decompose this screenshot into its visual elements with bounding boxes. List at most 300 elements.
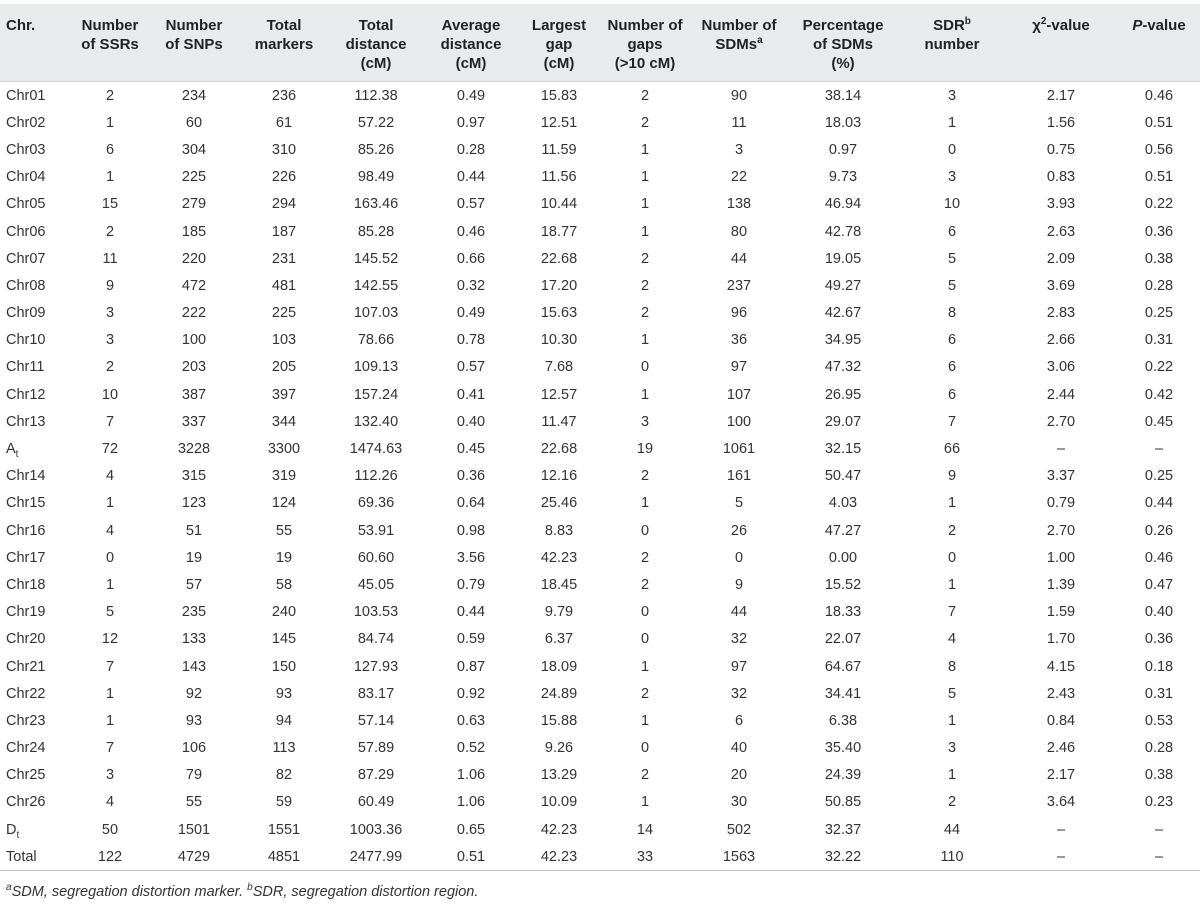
table-cell-pct_sdms: 50.47 <box>824 468 862 485</box>
row-label <box>0 680 70 707</box>
row-label-text: Chr04 <box>6 169 46 186</box>
table-cell-gaps: 0 <box>640 359 650 376</box>
table-cell-total_distance: 109.13 <box>353 359 399 376</box>
table-cell-avg_distance: 0.49 <box>456 87 486 104</box>
table-cell-pct_sdms: 34.95 <box>824 332 862 349</box>
table-cell-chi2: 2.83 <box>1046 305 1076 322</box>
column-header-text: gaps <box>627 36 663 53</box>
table-cell-pct_sdms: 49.27 <box>824 277 862 294</box>
table-cell-pct_sdms: 35.40 <box>824 740 862 757</box>
table-cell-avg_distance: 0.49 <box>456 305 486 322</box>
row-label <box>0 599 70 626</box>
table-row <box>0 762 1200 789</box>
table-cell-avg_distance: 0.59 <box>456 631 486 648</box>
table-cell-total_markers: 294 <box>271 196 297 213</box>
column-header-text: Number <box>81 17 139 34</box>
table-row <box>0 245 1200 272</box>
table-cell-pvalue: 0.22 <box>1144 196 1174 213</box>
table-cell-ssr: 9 <box>105 277 115 294</box>
table-cell-total_markers: 93 <box>275 685 293 702</box>
table-cell-sdms: 90 <box>730 87 748 104</box>
table-cell-total_markers: 240 <box>271 604 297 621</box>
table-cell-chi2: 3.06 <box>1046 359 1076 376</box>
table-cell-gaps: 2 <box>640 549 650 566</box>
row-label-text: Chr15 <box>6 495 46 512</box>
table-cell-snp: 57 <box>185 576 203 593</box>
row-label <box>0 381 70 408</box>
row-label-text: Chr02 <box>6 114 46 131</box>
table-cell-sdms: 44 <box>730 250 748 267</box>
table-cell-total_distance: 103.53 <box>353 604 399 621</box>
column-header-text: Average <box>441 17 501 34</box>
table-cell-pvalue: – <box>1154 441 1164 458</box>
table-cell-sdr: 10 <box>943 196 961 213</box>
table-cell-largest_gap: 15.88 <box>540 712 578 729</box>
table-cell-chi2: 2.43 <box>1046 685 1076 702</box>
row-label <box>0 354 70 381</box>
table-cell-pct_sdms: 19.05 <box>824 250 862 267</box>
table-cell-sdms: 36 <box>730 332 748 349</box>
table-cell-chi2: – <box>1056 441 1066 458</box>
table-cell-snp: 220 <box>181 250 207 267</box>
row-label <box>0 408 70 435</box>
table-cell-ssr: 122 <box>97 848 123 865</box>
table-cell-chi2: 0.79 <box>1046 495 1076 512</box>
table-cell-ssr: 2 <box>105 87 115 104</box>
table-cell-gaps: 3 <box>640 413 650 430</box>
table-cell-total_markers: 59 <box>275 794 293 811</box>
table-cell-pvalue: 0.46 <box>1144 549 1174 566</box>
table-cell-total_markers: 113 <box>272 740 296 757</box>
row-label-text: Chr09 <box>6 305 46 322</box>
table-row <box>0 816 1200 843</box>
table-cell-avg_distance: 1.06 <box>456 767 486 784</box>
table-cell-pct_sdms: 24.39 <box>824 767 862 784</box>
table-cell-pct_sdms: 6.38 <box>828 712 858 729</box>
table-cell-avg_distance: 0.52 <box>456 740 486 757</box>
table-cell-ssr: 2 <box>105 359 115 376</box>
table-cell-largest_gap: 12.51 <box>540 114 578 131</box>
table-cell-pvalue: 0.51 <box>1144 169 1174 186</box>
table-cell-gaps: 2 <box>640 685 650 702</box>
row-label-text: Chr14 <box>6 468 46 485</box>
table-cell-ssr: 7 <box>105 658 115 675</box>
column-header-ssr <box>70 4 150 82</box>
table-row <box>0 82 1200 110</box>
column-header-text: SDMs <box>715 36 758 53</box>
table-cell-largest_gap: 22.68 <box>540 250 578 267</box>
table-cell-snp: 234 <box>181 87 207 104</box>
table-cell-total_markers: 94 <box>275 712 293 729</box>
table-cell-sdms: 237 <box>726 277 752 294</box>
table-cell-avg_distance: 0.78 <box>456 332 486 349</box>
table-cell-total_distance: 53.91 <box>357 522 395 539</box>
table-cell-largest_gap: 22.68 <box>540 441 578 458</box>
footnote-b-text: SDR, segregation distortion region. <box>252 884 479 900</box>
table-cell-ssr: 1 <box>105 576 115 593</box>
row-label <box>0 245 70 272</box>
table-cell-pvalue: 0.56 <box>1144 141 1174 158</box>
table-cell-sdr: 5 <box>947 277 957 294</box>
table-cell-sdms: 26 <box>730 522 748 539</box>
table-cell-avg_distance: 0.44 <box>456 169 486 186</box>
table-cell-gaps: 1 <box>640 658 650 675</box>
table-cell-total_markers: 187 <box>271 223 297 240</box>
row-label-text: Chr25 <box>6 767 46 784</box>
table-cell-largest_gap: 42.23 <box>540 549 578 566</box>
row-label <box>0 544 70 571</box>
table-cell-pct_sdms: 34.41 <box>824 685 862 702</box>
table-row <box>0 272 1200 299</box>
table-cell-sdr: 3 <box>947 87 957 104</box>
table-cell-snp: 93 <box>185 712 203 729</box>
column-header-sdr <box>900 4 1004 82</box>
table-cell-avg_distance: 3.56 <box>456 549 486 566</box>
table-cell-pvalue: 0.31 <box>1144 332 1174 349</box>
table-cell-chi2: 2.17 <box>1046 767 1076 784</box>
row-label-text: Chr11 <box>6 359 45 376</box>
row-label <box>0 517 70 544</box>
table-cell-snp: 222 <box>181 305 207 322</box>
table-cell-sdms: 80 <box>730 223 748 240</box>
row-label <box>0 653 70 680</box>
table-cell-pvalue: 0.18 <box>1144 658 1174 675</box>
table-cell-pct_sdms: 42.67 <box>824 305 862 322</box>
table-cell-total_distance: 142.55 <box>353 277 399 294</box>
table-cell-sdms: 32 <box>730 685 748 702</box>
table-cell-sdr: 5 <box>947 685 957 702</box>
table-cell-sdms: 1563 <box>722 848 756 865</box>
table-cell-total_distance: 60.49 <box>357 794 395 811</box>
table-cell-chi2: 1.00 <box>1046 549 1076 566</box>
table-cell-total_distance: 163.46 <box>353 196 399 213</box>
table-cell-pvalue: 0.45 <box>1144 413 1174 430</box>
table-cell-total_markers: 231 <box>271 250 297 267</box>
table-cell-sdr: 4 <box>947 631 957 648</box>
table-row <box>0 653 1200 680</box>
row-label-text: A <box>6 441 16 458</box>
table-cell-snp: 123 <box>181 495 207 512</box>
table-cell-sdr: 0 <box>947 549 957 566</box>
row-label <box>0 843 70 871</box>
table-cell-total_markers: 236 <box>271 87 297 104</box>
row-label <box>0 218 70 245</box>
table-cell-ssr: 1 <box>105 712 115 729</box>
row-label-text: Chr23 <box>6 712 46 729</box>
table-cell-sdms: 22 <box>730 169 748 186</box>
column-header-avg_distance <box>422 4 520 82</box>
row-label-text: Chr22 <box>6 685 46 702</box>
table-cell-avg_distance: 0.32 <box>456 277 486 294</box>
table-row <box>0 517 1200 544</box>
row-label <box>0 735 70 762</box>
table-row <box>0 789 1200 816</box>
table-cell-gaps: 2 <box>640 305 650 322</box>
row-label-text: Chr26 <box>6 794 46 811</box>
column-header-chi2 <box>1004 4 1118 82</box>
column-header-text: Number of <box>607 17 683 34</box>
table-cell-pvalue: 0.22 <box>1144 359 1174 376</box>
table-cell-snp: 143 <box>181 658 207 675</box>
table-cell-chi2: 1.59 <box>1046 604 1076 621</box>
table-cell-gaps: 2 <box>640 767 650 784</box>
table-cell-ssr: 7 <box>105 413 115 430</box>
table-cell-total_distance: 57.89 <box>357 740 395 757</box>
header-superscript: 2 <box>1040 16 1047 27</box>
table-cell-gaps: 1 <box>640 141 650 158</box>
table-row <box>0 626 1200 653</box>
table-cell-avg_distance: 0.46 <box>456 223 486 240</box>
table-cell-avg_distance: 0.92 <box>456 685 486 702</box>
table-cell-ssr: 4 <box>105 468 115 485</box>
table-cell-total_distance: 85.26 <box>357 141 395 158</box>
row-label <box>0 490 70 517</box>
table-cell-snp: 387 <box>181 386 207 403</box>
table-cell-gaps: 2 <box>640 576 650 593</box>
row-label <box>0 136 70 163</box>
table-cell-largest_gap: 15.83 <box>540 87 578 104</box>
table-cell-total_distance: 1003.36 <box>349 821 403 838</box>
table-cell-largest_gap: 15.63 <box>540 305 578 322</box>
table-cell-largest_gap: 42.23 <box>540 821 578 838</box>
row-label-text: Chr17 <box>6 549 46 566</box>
table-cell-snp: 279 <box>181 196 207 213</box>
table-cell-sdr: 110 <box>940 848 964 865</box>
table-row <box>0 191 1200 218</box>
linkage-map-table <box>0 4 1200 871</box>
table-cell-total_markers: 150 <box>271 658 297 675</box>
table-cell-gaps: 1 <box>640 794 650 811</box>
row-label <box>0 463 70 490</box>
table-cell-avg_distance: 0.87 <box>456 658 486 675</box>
table-cell-sdr: 1 <box>947 712 957 729</box>
column-header-text: (cM) <box>455 55 487 72</box>
table-cell-largest_gap: 9.26 <box>544 740 574 757</box>
table-cell-chi2: 2.63 <box>1046 223 1076 240</box>
table-cell-avg_distance: 0.65 <box>456 821 486 838</box>
table-cell-pvalue: 0.47 <box>1144 576 1174 593</box>
table-row <box>0 327 1200 354</box>
table-cell-chi2: 3.69 <box>1046 277 1076 294</box>
table-cell-ssr: 3 <box>105 332 115 349</box>
table-cell-chi2: 0.75 <box>1046 141 1076 158</box>
table-cell-chi2: – <box>1056 821 1066 838</box>
table-cell-largest_gap: 10.44 <box>540 196 578 213</box>
row-label-text: Chr19 <box>6 604 46 621</box>
table-cell-pct_sdms: 0.00 <box>828 549 858 566</box>
table-cell-pvalue: 0.53 <box>1144 712 1174 729</box>
table-cell-sdms: 44 <box>730 604 748 621</box>
table-cell-pct_sdms: 50.85 <box>824 794 862 811</box>
row-label-text: Chr07 <box>6 250 46 267</box>
table-cell-pvalue: 0.36 <box>1144 631 1174 648</box>
table-cell-pct_sdms: 42.78 <box>824 223 862 240</box>
table-cell-ssr: 1 <box>105 685 115 702</box>
table-cell-sdr: 6 <box>947 359 957 376</box>
table-cell-largest_gap: 6.37 <box>544 631 574 648</box>
table-row <box>0 300 1200 327</box>
table-cell-largest_gap: 17.20 <box>540 277 578 294</box>
table-cell-total_distance: 2477.99 <box>349 848 403 865</box>
table-cell-pct_sdms: 18.33 <box>824 604 862 621</box>
table-cell-gaps: 2 <box>640 87 650 104</box>
table-cell-pvalue: 0.44 <box>1144 495 1174 512</box>
table-cell-gaps: 0 <box>640 604 650 621</box>
table-cell-sdr: 2 <box>947 522 957 539</box>
table-cell-sdms: 6 <box>734 712 744 729</box>
table-cell-pvalue: 0.46 <box>1144 87 1174 104</box>
table-cell-sdms: 107 <box>726 386 752 403</box>
table-cell-sdr: 2 <box>947 794 957 811</box>
column-header-text: Total <box>358 17 394 34</box>
table-cell-pct_sdms: 22.07 <box>824 631 862 648</box>
table-cell-ssr: 1 <box>105 169 115 186</box>
column-header-text: (cM) <box>360 55 392 72</box>
table-cell-chi2: 2.17 <box>1046 87 1076 104</box>
table-cell-snp: 3228 <box>177 441 211 458</box>
table-cell-snp: 60 <box>185 114 203 131</box>
table-cell-largest_gap: 11.56 <box>541 169 577 186</box>
table-cell-gaps: 0 <box>640 522 650 539</box>
table-cell-avg_distance: 0.79 <box>456 576 486 593</box>
row-label-text: Chr24 <box>6 740 46 757</box>
table-cell-snp: 19 <box>185 549 203 566</box>
row-label-text: Chr21 <box>6 658 46 675</box>
row-label <box>0 300 70 327</box>
table-footnote <box>6 884 478 900</box>
table-cell-pvalue: 0.40 <box>1144 604 1174 621</box>
table-cell-largest_gap: 12.57 <box>540 386 578 403</box>
table-cell-avg_distance: 1.06 <box>456 794 486 811</box>
table-row <box>0 354 1200 381</box>
table-cell-sdr: 1 <box>947 576 957 593</box>
table-cell-largest_gap: 42.23 <box>540 848 578 865</box>
table-cell-pct_sdms: 29.07 <box>824 413 862 430</box>
table-cell-gaps: 33 <box>636 848 654 865</box>
table-cell-sdms: 3 <box>734 141 744 158</box>
column-header-snp <box>150 4 238 82</box>
table-cell-total_markers: 103 <box>271 332 297 349</box>
row-label-text: Chr20 <box>6 631 46 648</box>
table-cell-largest_gap: 10.09 <box>540 794 578 811</box>
table-cell-total_distance: 1474.63 <box>349 441 403 458</box>
table-cell-total_distance: 98.49 <box>357 169 395 186</box>
table-row <box>0 381 1200 408</box>
table-cell-gaps: 2 <box>640 277 650 294</box>
table-cell-pct_sdms: 47.27 <box>824 522 862 539</box>
table-cell-total_distance: 145.52 <box>353 250 399 267</box>
table-cell-ssr: 1 <box>105 495 115 512</box>
table-cell-ssr: 1 <box>105 114 115 131</box>
table-cell-snp: 203 <box>181 359 207 376</box>
table-cell-pvalue: 0.28 <box>1144 740 1174 757</box>
row-label-subscript: t <box>15 448 19 460</box>
row-label <box>0 707 70 734</box>
row-label <box>0 327 70 354</box>
table-cell-sdms: 100 <box>726 413 752 430</box>
table-cell-pvalue: 0.38 <box>1144 767 1174 784</box>
table-cell-pct_sdms: 64.67 <box>824 658 862 675</box>
table-cell-sdr: 8 <box>947 305 957 322</box>
table-cell-pct_sdms: 46.94 <box>824 196 862 213</box>
table-cell-total_distance: 112.38 <box>354 87 398 104</box>
row-label-text: D <box>6 821 17 838</box>
table-cell-total_markers: 397 <box>271 386 297 403</box>
table-cell-total_markers: 481 <box>271 277 297 294</box>
column-header-text: (cM) <box>543 55 575 72</box>
table-cell-gaps: 1 <box>640 332 650 349</box>
table-cell-pct_sdms: 0.97 <box>828 141 858 158</box>
table-cell-sdms: 5 <box>734 495 744 512</box>
row-label-text: Total <box>6 848 37 865</box>
table-cell-ssr: 3 <box>105 305 115 322</box>
table-cell-pct_sdms: 4.03 <box>828 495 858 512</box>
table-cell-pvalue: 0.25 <box>1144 468 1174 485</box>
header-row <box>0 4 1200 82</box>
table-cell-avg_distance: 0.28 <box>456 141 486 158</box>
table-cell-gaps: 1 <box>640 223 650 240</box>
table-cell-total_distance: 78.66 <box>357 332 395 349</box>
table-cell-sdms: 97 <box>730 658 748 675</box>
table-cell-avg_distance: 0.41 <box>456 386 486 403</box>
table-cell-sdr: 1 <box>947 767 957 784</box>
column-header-largest_gap <box>520 4 598 82</box>
table-cell-pct_sdms: 38.14 <box>824 87 862 104</box>
column-header-text: P <box>1132 17 1143 34</box>
table-cell-avg_distance: 0.57 <box>456 196 486 213</box>
table-cell-total_markers: 205 <box>271 359 297 376</box>
table-cell-gaps: 2 <box>640 250 650 267</box>
table-row <box>0 735 1200 762</box>
table-cell-total_markers: 55 <box>275 522 293 539</box>
table-cell-sdms: 0 <box>734 549 744 566</box>
row-label <box>0 164 70 191</box>
column-header-chr <box>0 4 70 82</box>
table-cell-gaps: 1 <box>640 169 650 186</box>
table-cell-chi2: 1.39 <box>1046 576 1076 593</box>
table-cell-chi2: 2.46 <box>1046 740 1076 757</box>
table-row <box>0 843 1200 871</box>
row-label <box>0 571 70 598</box>
column-header-pvalue <box>1118 4 1200 82</box>
table-row <box>0 136 1200 163</box>
table-cell-total_markers: 82 <box>275 767 293 784</box>
table-cell-chi2: 2.70 <box>1046 413 1076 430</box>
table-cell-pvalue: 0.28 <box>1144 277 1174 294</box>
table-cell-total_distance: 87.29 <box>357 767 395 784</box>
table-cell-sdms: 97 <box>730 359 748 376</box>
table-cell-ssr: 0 <box>105 549 115 566</box>
table-row <box>0 599 1200 626</box>
table-cell-sdr: 3 <box>947 740 957 757</box>
table-cell-sdr: 9 <box>947 468 957 485</box>
row-label-text: Chr16 <box>6 522 46 539</box>
table-cell-avg_distance: 0.51 <box>456 848 486 865</box>
table-cell-total_distance: 84.74 <box>357 631 395 648</box>
table-row <box>0 544 1200 571</box>
table-cell-largest_gap: 18.09 <box>540 658 578 675</box>
table-cell-snp: 472 <box>181 277 207 294</box>
table-cell-sdms: 96 <box>730 305 748 322</box>
table-cell-pvalue: 0.42 <box>1144 386 1174 403</box>
column-header-text: number <box>924 36 980 53</box>
table-cell-pvalue: – <box>1154 821 1164 838</box>
table-cell-pvalue: 0.51 <box>1144 114 1174 131</box>
table-cell-chi2: 2.09 <box>1046 250 1076 267</box>
table-cell-snp: 315 <box>181 468 207 485</box>
table-row <box>0 680 1200 707</box>
footnote-b-mark: b <box>247 882 253 894</box>
